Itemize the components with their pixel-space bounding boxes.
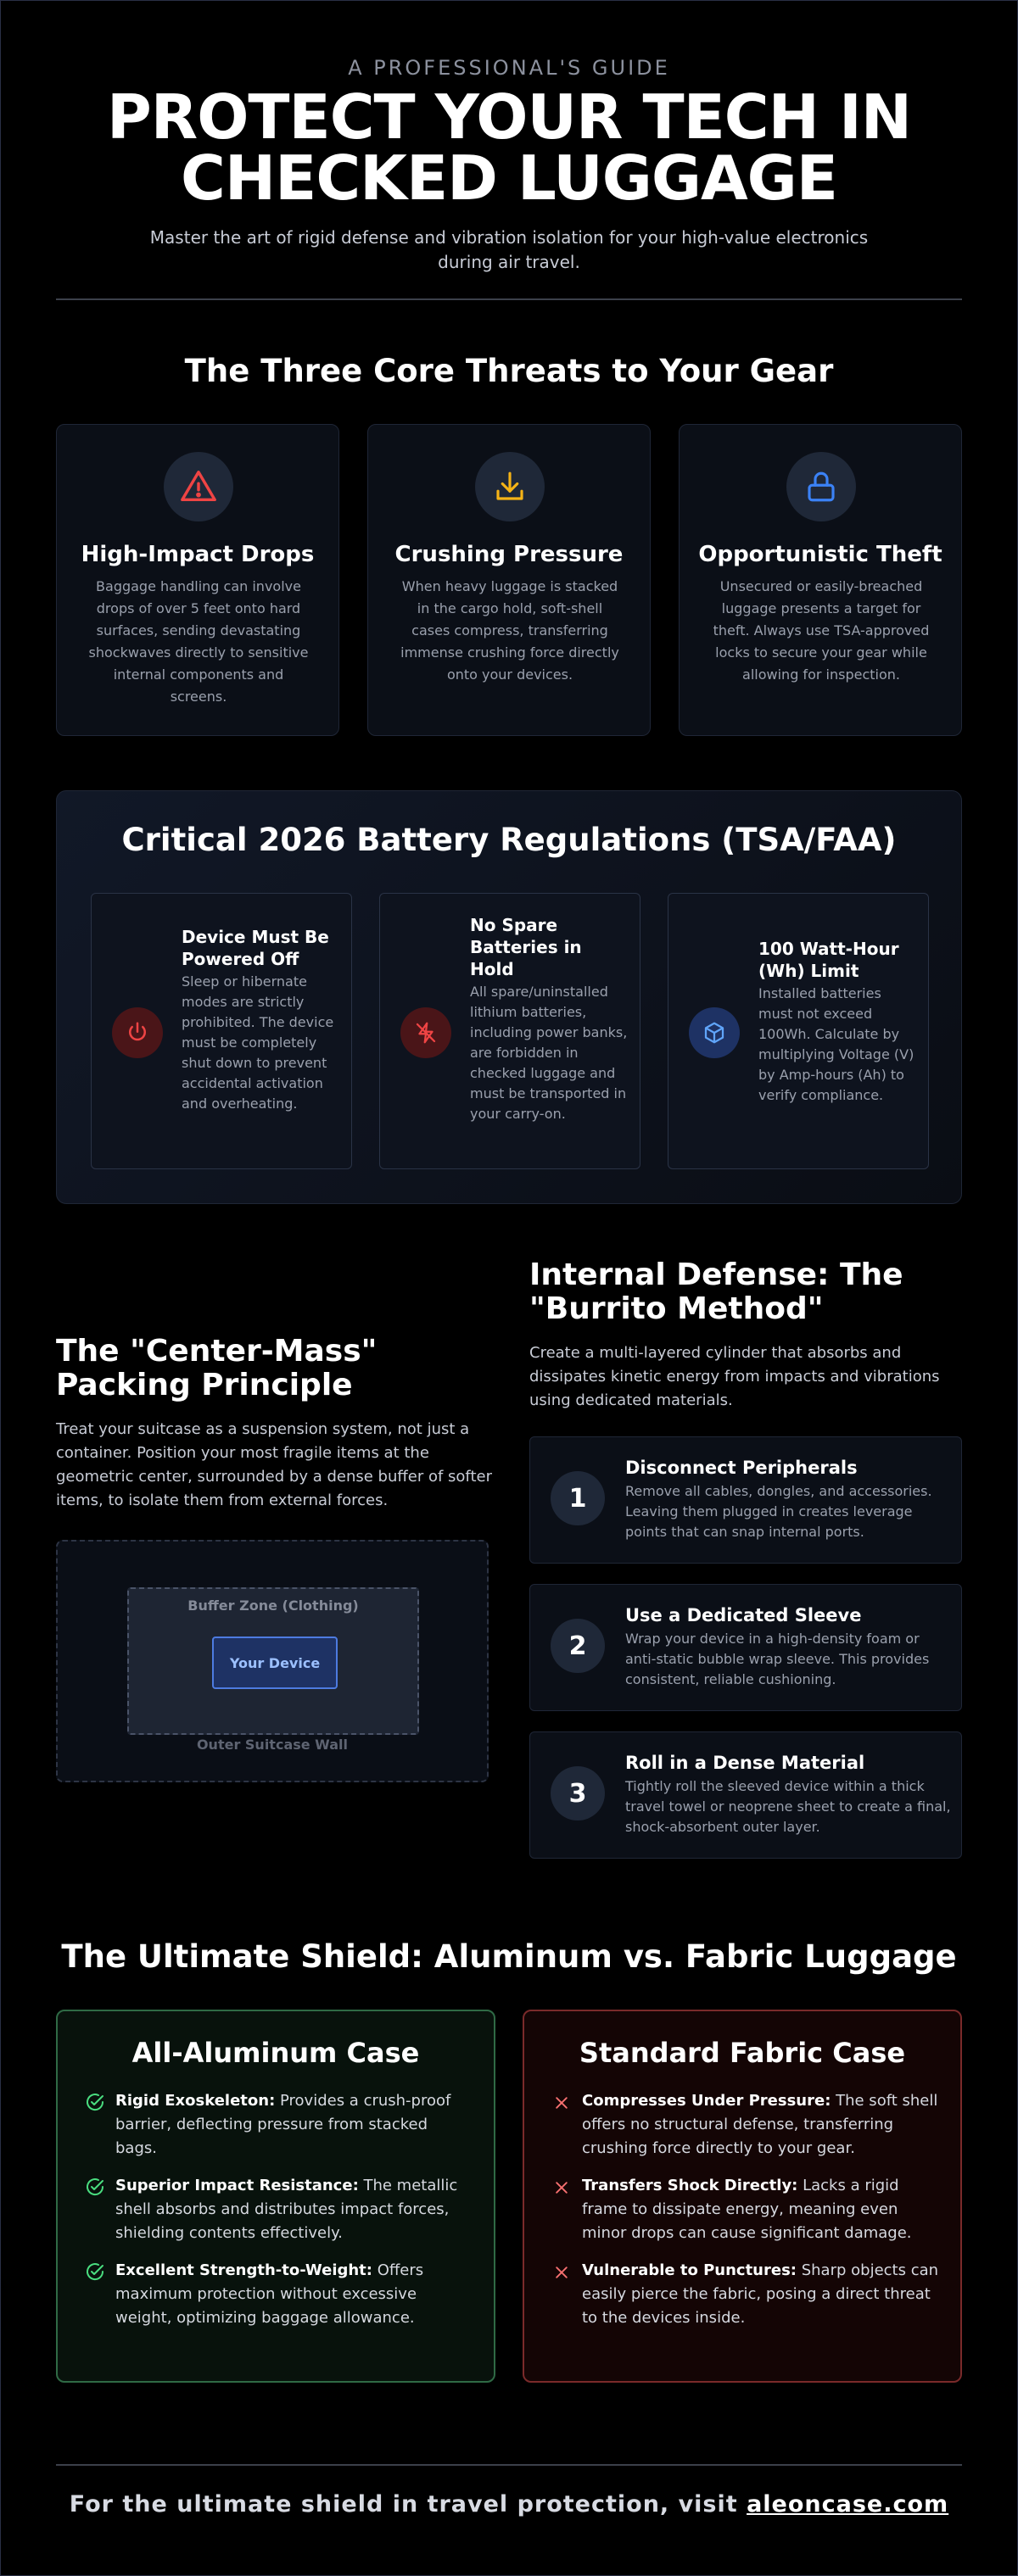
- item-bold: Transfers Shock Directly:: [582, 2177, 798, 2194]
- item-text: Lacks a rigid frame to dissipate energy, meaning even minor drops can cause significant damage.: [582, 2177, 912, 2242]
- x-mark-icon: [551, 2093, 572, 2113]
- step-number: 1: [551, 1471, 605, 1525]
- aluminum-list: [83, 2089, 473, 2344]
- outer-wall-label: Outer Suitcase Wall: [196, 1737, 349, 1753]
- list-item: [550, 2089, 940, 2161]
- hero-divider: [56, 298, 962, 300]
- threat-title: High-Impact Drops: [81, 542, 315, 567]
- item-bold: Rigid Exoskeleton:: [115, 2092, 276, 2110]
- threat-card-pressure: [367, 424, 651, 736]
- item-text: Offers maximum protection without excessive weight, optimizing baggage allowance.: [115, 2261, 424, 2327]
- fabric-list: [550, 2089, 940, 2344]
- threat-title: Opportunistic Theft: [698, 542, 942, 567]
- item-text: The metallic shell absorbs and distributes impact forces, shielding contents effectively.: [115, 2177, 458, 2242]
- threats-title: The Three Core Threats to Your Gear: [184, 353, 834, 389]
- threat-text: Unsecured or easily-breached luggage presents a target for theft. Always use TSA-approved locks to secure your gear while allowing for inspection.: [713, 578, 930, 683]
- step-title: Disconnect Peripherals: [625, 1458, 858, 1478]
- x-mark-icon: [551, 2177, 572, 2198]
- hero-title: [0, 81, 1018, 214]
- step-card: [529, 1731, 962, 1859]
- buffer-zone: [127, 1587, 419, 1735]
- buffer-zone-label: Buffer Zone (Clothing): [187, 1597, 359, 1614]
- item-text: The soft shell offers no structural defense, transferring crushing force directly to your gear.: [582, 2092, 938, 2157]
- no-power-bolt-icon: [400, 1007, 451, 1058]
- device-box: Your Device: [212, 1636, 338, 1689]
- list-item: [83, 2259, 473, 2330]
- hero-title-line1: PROTECT YOUR TECH IN: [107, 81, 911, 153]
- step-title: Use a Dedicated Sleeve: [625, 1605, 862, 1625]
- defense-text: Create a multi-layered cylinder that absorbs and dissipates kinetic energy from impacts and vibrations using dedicated materials.: [529, 1344, 940, 1409]
- battery-card-wh-limit: [668, 893, 929, 1169]
- fabric-case-title: Standard Fabric Case: [579, 2037, 906, 2069]
- step-text: Wrap your device in a high-density foam or anti-static bubble wrap sleeve. This provides consistent, reliable cushioning.: [625, 1631, 930, 1687]
- threat-title: Crushing Pressure: [394, 542, 624, 567]
- threat-text: When heavy luggage is stacked in the cargo hold, soft-shell cases compress, transferring immense crushing force directly onto your devices.: [400, 578, 619, 683]
- threat-card-drops: [56, 424, 339, 736]
- item-text: Sharp objects can easily pierce the fabric, posing a direct threat to the devices inside.: [582, 2261, 939, 2327]
- check-circle-icon: [85, 2177, 105, 2198]
- check-circle-icon: [85, 2093, 105, 2113]
- packing-title: The "Center-Mass" Packing Principle: [56, 1334, 378, 1402]
- footer-link[interactable]: aleoncase.com: [747, 2491, 949, 2517]
- battery-card-title: Device Must Be Powered Off: [182, 927, 329, 969]
- step-text: Remove all cables, dongles, and accessories. Leaving them plugged in creates leverage points that can snap internal ports.: [625, 1483, 932, 1540]
- battery-card-title: 100 Watt-Hour (Wh) Limit: [758, 939, 899, 981]
- battery-regulations-panel: [56, 790, 962, 1204]
- power-icon: [112, 1007, 163, 1058]
- battery-title: Critical 2026 Battery Regulations (TSA/FAA): [121, 822, 897, 858]
- cube-icon: [689, 1007, 740, 1058]
- step-text: Tightly roll the sleeved device within a thick travel towel or neoprene sheet to create a final, shock-absorbent outer layer.: [625, 1778, 951, 1835]
- warning-triangle-icon: [164, 452, 233, 521]
- item-text: Provides a crush-proof barrier, deflecting pressure from stacked bags.: [115, 2092, 451, 2157]
- packing-text: Treat your suitcase as a suspension system, not just a container. Position your most fragile items at the geometric center, surrounded by a dense buffer of softer items, to isolate them from external forces.: [56, 1420, 492, 1509]
- footer-divider: [56, 2464, 962, 2466]
- battery-card-powered-off: [91, 893, 352, 1169]
- item-bold: Excellent Strength-to-Weight:: [115, 2261, 372, 2279]
- step-title: Roll in a Dense Material: [625, 1753, 865, 1773]
- comparison-title: The Ultimate Shield: Aluminum vs. Fabric Luggage: [61, 1938, 957, 1975]
- defense-title: Internal Defense: The "Burrito Method": [529, 1257, 903, 1326]
- battery-card-text: Installed batteries must not exceed 100Wh. Calculate by multiplying Voltage (V) by Amp-hours (Ah) to verify compliance.: [758, 985, 915, 1103]
- packing-diagram: [56, 1540, 489, 1782]
- item-bold: Superior Impact Resistance:: [115, 2177, 359, 2194]
- fabric-case-card: [523, 2010, 962, 2383]
- battery-card-text: All spare/uninstalled lithium batteries, including power banks, are forbidden in checked luggage and must be transported in your carry-on.: [470, 984, 628, 1122]
- footer-cta: [0, 2491, 1018, 2517]
- hero-subtitle: Master the art of rigid defense and vibration isolation for your high-value electronics during air travel.: [149, 227, 869, 272]
- padlock-icon: [786, 452, 856, 521]
- step-card: [529, 1436, 962, 1564]
- step-number: 2: [551, 1619, 605, 1673]
- step-number: 3: [551, 1766, 605, 1820]
- aluminum-case-title: All-Aluminum Case: [131, 2037, 420, 2069]
- item-bold: Compresses Under Pressure:: [582, 2092, 831, 2110]
- battery-card-text: Sleep or hibernate modes are strictly prohibited. The device must be completely shut down to prevent accidental activation and overheating.: [182, 973, 334, 1112]
- list-item: [83, 2174, 473, 2245]
- list-item: [550, 2174, 940, 2245]
- step-card: [529, 1584, 962, 1711]
- battery-card-title: No Spare Batteries in Hold: [470, 915, 582, 979]
- download-tray-icon: [475, 452, 545, 521]
- hero-title-line2: CHECKED LUGGAGE: [181, 142, 837, 214]
- threat-text: Baggage handling can involve drops of over 5 feet onto hard surfaces, sending devastating shockwaves directly to sensitive internal components and screens.: [88, 578, 309, 705]
- threat-card-theft: [679, 424, 962, 736]
- item-bold: Vulnerable to Punctures:: [582, 2261, 797, 2279]
- x-mark-icon: [551, 2262, 572, 2283]
- list-item: [83, 2089, 473, 2161]
- hero-eyebrow: A PROFESSIONAL'S GUIDE: [348, 56, 670, 80]
- aluminum-case-card: [56, 2010, 495, 2383]
- battery-card-no-spares: [379, 893, 640, 1169]
- footer-text: For the ultimate shield in travel protection, visit: [69, 2491, 747, 2517]
- list-item: [550, 2259, 940, 2330]
- check-circle-icon: [85, 2262, 105, 2283]
